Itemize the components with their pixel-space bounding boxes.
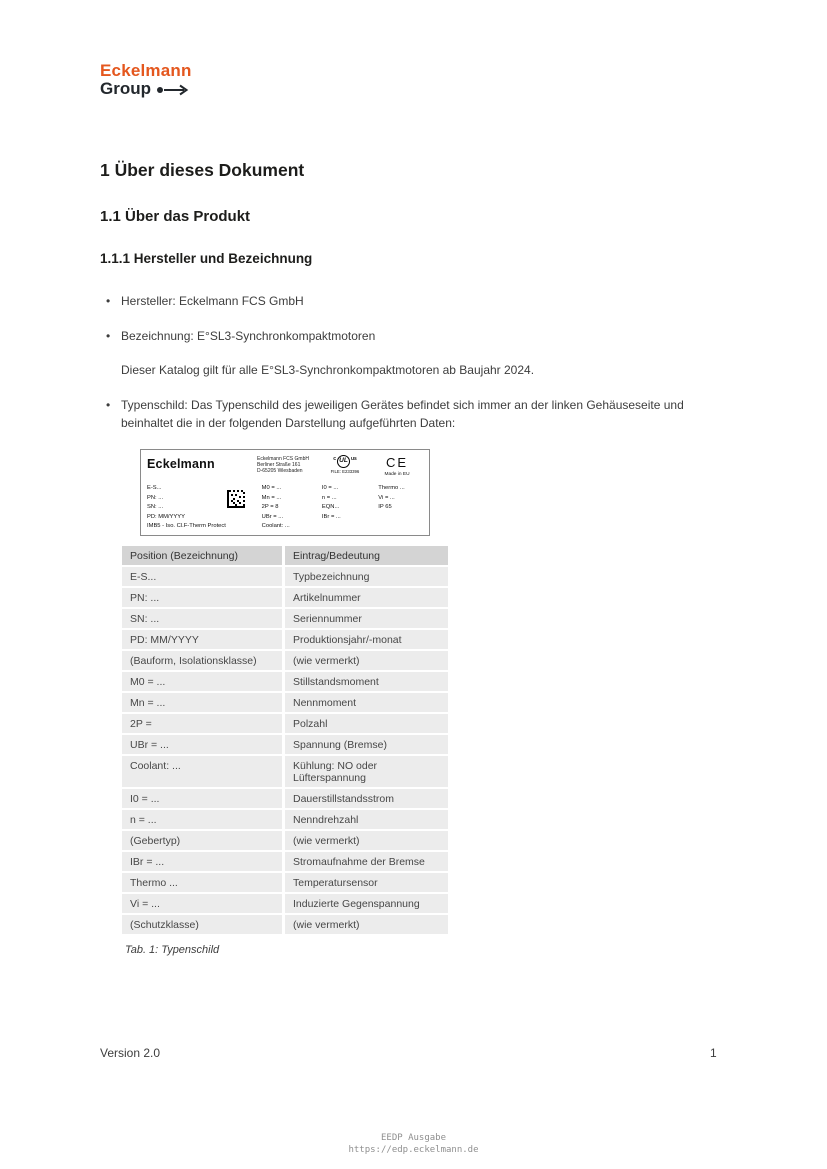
table-row [122, 831, 448, 850]
cell-entry: Stillstandsmoment [285, 672, 448, 691]
column-header-entry: Eintrag/Bedeutung [285, 546, 448, 565]
list-item-bezeichnung [100, 327, 694, 346]
footer-version: Version 2.0 [100, 1046, 161, 1060]
footer-page-number: 1 [710, 1046, 717, 1060]
cell-position: I0 = ... [122, 789, 282, 808]
ce-mark-block [371, 455, 423, 478]
ul-circle: UL [337, 455, 350, 468]
nameplate-field: IMB5 - Iso. Cl.F-Therm Protect [147, 523, 226, 530]
watermark-line1: EEDP Ausgabe [380, 1133, 447, 1143]
nameplate-field: I0 = ... [321, 484, 339, 491]
cell-entry: Artikelnummer [285, 588, 448, 607]
cell-position: PD: MM/YYYY [122, 630, 282, 649]
cell-entry: (wie vermerkt) [285, 915, 448, 934]
cell-entry: (wie vermerkt) [285, 651, 448, 670]
watermark-url: https://edp.eckelmann.de [348, 1144, 479, 1155]
cell-entry: Polzahl [285, 714, 448, 733]
qr-code-icon [227, 490, 245, 508]
logo-group-label: Group [100, 78, 151, 98]
watermark [0, 1133, 827, 1156]
nameplate-field: Coolant: ... [261, 523, 290, 530]
cell-entry: Spannung (Bremse) [285, 735, 448, 754]
cell-position: M0 = ... [122, 672, 282, 691]
document-body [100, 0, 694, 959]
table-caption: Tab. 1: Typenschild [125, 943, 220, 956]
table-row [122, 693, 448, 712]
nameplate-field: n = ... [321, 494, 337, 501]
nameplate-field: SN: ... [147, 504, 164, 511]
cell-position: UBr = ... [122, 735, 282, 754]
cell-entry: Kühlung: NO oder Lüfterspannung [285, 756, 448, 787]
nameplate-field: E-S... [147, 484, 162, 491]
nameplate-field: M0 = ... [261, 484, 282, 491]
nameplate-field: UBr = ... [261, 513, 284, 520]
cell-entry: Induzierte Gegenspannung [285, 894, 448, 913]
nameplate-field: Mn = ... [261, 494, 282, 501]
nameplate-field: IBr = ... [321, 513, 341, 520]
ul-c-label: c [333, 455, 336, 462]
table-header-row [122, 546, 448, 565]
bullet-list [100, 292, 694, 959]
made-in-label: Made in EU [384, 471, 410, 477]
cell-position: (Bauform, Isolationsklasse) [122, 651, 282, 670]
typenschild-table [122, 546, 448, 934]
nameplate-address [257, 455, 319, 475]
list-item-text: Typenschild: Das Typenschild des jeweiligen Gerätes befindet sich immer an der linken Gehäuseseite und beinhaltet die in der folgenden Darstellung aufgeführten Daten: [121, 397, 684, 431]
nameplate-data-grid [147, 484, 423, 532]
list-item-note: Dieser Katalog gilt für alle E°SL3-Synchronkompaktmotoren ab Baujahr 2024. [121, 363, 535, 378]
cell-position: Thermo ... [122, 873, 282, 892]
ul-certification-icon [319, 455, 371, 476]
nameplate-field: PN: ... [147, 494, 164, 501]
nameplate-column-3 [322, 484, 378, 532]
ul-file-number: FILE: E233396 [330, 468, 360, 474]
cell-entry: Stromaufnahme der Bremse [285, 852, 448, 871]
cell-entry: (wie vermerkt) [285, 831, 448, 850]
table-row [122, 672, 448, 691]
address-line: D-65205 Wiesbaden [257, 468, 303, 475]
cell-position: n = ... [122, 810, 282, 829]
list-item-text: Hersteller: Eckelmann FCS GmbH [121, 294, 304, 308]
cell-position: Coolant: ... [122, 756, 282, 787]
nameplate-field: EQN... [321, 504, 340, 511]
cell-entry: Nenndrehzahl [285, 810, 448, 829]
table-row [122, 609, 448, 628]
list-item-hersteller [100, 292, 694, 311]
table-row [122, 810, 448, 829]
logo-wordmark: Eckelmann [100, 61, 192, 80]
cell-position: (Gebertyp) [122, 831, 282, 850]
nameplate-column-2 [262, 484, 322, 532]
cell-position: PN: ... [122, 588, 282, 607]
table-row [122, 789, 448, 808]
nameplate-column-4 [378, 484, 423, 532]
nameplate-header [147, 455, 423, 477]
table-row [122, 873, 448, 892]
list-item-typenschild [100, 396, 694, 433]
list-item-text: Bezeichnung: E°SL3-Synchronkompaktmotoren [121, 328, 376, 343]
cell-position: 2P = [122, 714, 282, 733]
nameplate-field: 2P = 8 [261, 504, 279, 511]
table-row [122, 567, 448, 586]
table-row [122, 735, 448, 754]
cell-entry: Typbezeichnung [285, 567, 448, 586]
cell-entry: Dauerstillstandsstrom [285, 789, 448, 808]
table-body [122, 567, 448, 934]
nameplate-brand: Eckelmann [147, 456, 215, 471]
heading-subsection: 1.1.1 Hersteller und Bezeichnung [100, 251, 313, 266]
column-header-position: Position (Bezeichnung) [122, 546, 282, 565]
address-line: Berliner Straße 161 [257, 462, 301, 469]
cell-position: (Schutzklasse) [122, 915, 282, 934]
nameplate-field: IP 65 [378, 504, 392, 511]
nameplate-field: Vi = ... [378, 494, 395, 501]
table-row [122, 651, 448, 670]
nameplate-field: PD: MM/YYYY [147, 513, 186, 520]
table-row [122, 894, 448, 913]
heading-section: 1.1 Über das Produkt [100, 208, 251, 225]
cell-position: E-S... [122, 567, 282, 586]
cell-position: Vi = ... [122, 894, 282, 913]
cell-entry: Seriennummer [285, 609, 448, 628]
cell-position: SN: ... [122, 609, 282, 628]
table-row [122, 588, 448, 607]
cell-entry: Produktionsjahr/-monat [285, 630, 448, 649]
address-line: Eckelmann FCS GmbH [257, 455, 309, 462]
ul-us-label: us [350, 455, 357, 462]
cell-position: IBr = ... [122, 852, 282, 871]
ce-mark-icon: CE [385, 454, 409, 470]
table-row [122, 852, 448, 871]
nameplate-figure [140, 449, 430, 536]
table-row [122, 630, 448, 649]
table-row [122, 915, 448, 934]
table-row [122, 756, 448, 787]
heading-chapter: 1 Über dieses Dokument [100, 160, 305, 180]
table-row [122, 714, 448, 733]
cell-position: Mn = ... [122, 693, 282, 712]
nameplate-field: Thermo ... [378, 484, 405, 491]
cell-entry: Temperatursensor [285, 873, 448, 892]
cell-entry: Nennmoment [285, 693, 448, 712]
